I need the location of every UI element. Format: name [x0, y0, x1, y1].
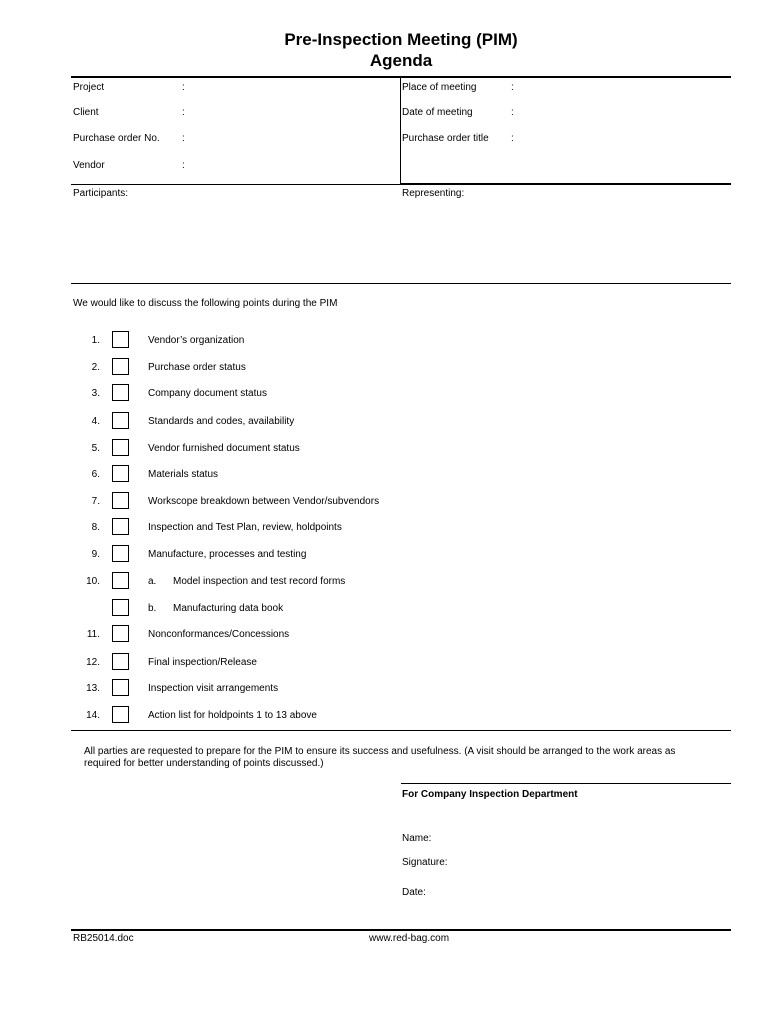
agenda-item: Action list for holdpoints 1 to 13 above: [148, 710, 317, 721]
agenda-number: 6.: [91, 469, 100, 480]
participants-bottom-rule: [71, 283, 731, 284]
purchase-order-title-colon: :: [511, 133, 514, 144]
agenda-checkbox[interactable]: [112, 384, 129, 401]
signoff-department: For Company Inspection Department: [402, 789, 578, 800]
project-label: Project: [73, 82, 105, 93]
agenda-number: 13.: [86, 683, 100, 694]
vendor-colon: :: [182, 160, 185, 171]
signoff-signature-label: Signature:: [402, 857, 448, 868]
place-of-meeting-label: Place of meeting: [402, 82, 477, 93]
agenda-checkbox[interactable]: [112, 599, 129, 616]
project-colon: :: [182, 82, 185, 93]
agenda-item: Inspection and Test Plan, review, holdpoints: [148, 522, 342, 533]
page-subtitle: Agenda: [369, 51, 433, 70]
agenda-sub-letter: b.: [148, 603, 157, 614]
agenda-checkbox[interactable]: [112, 412, 129, 429]
agenda-checkbox[interactable]: [112, 679, 129, 696]
agenda-checkbox[interactable]: [112, 492, 129, 509]
agenda-item: Manufacturing data book: [173, 603, 284, 614]
agenda-item: Materials status: [148, 469, 219, 480]
agenda-number: 3.: [91, 388, 100, 399]
agenda-number: 8.: [91, 522, 100, 533]
footer-website[interactable]: www.red-bag.com: [369, 933, 450, 944]
agenda-checkbox[interactable]: [112, 572, 129, 589]
agenda-checkbox[interactable]: [112, 625, 129, 642]
agenda-item: Model inspection and test record forms: [173, 576, 346, 587]
purchase-order-no-colon: :: [182, 133, 185, 144]
page-title: Pre-Inspection Meeting (PIM): [284, 30, 518, 49]
agenda-checkbox[interactable]: [112, 706, 129, 723]
agenda-item: Company document status: [148, 388, 267, 399]
agenda-checkbox[interactable]: [112, 518, 129, 535]
representing-label: Representing:: [402, 188, 465, 199]
purchase-order-title-label: Purchase order title: [402, 133, 489, 144]
date-of-meeting-colon: :: [511, 107, 514, 118]
header-column-divider: [400, 77, 401, 184]
signoff-top-rule: [401, 783, 731, 784]
agenda-number: 4.: [91, 416, 100, 427]
agenda-item: Final inspection/Release: [148, 657, 257, 668]
header-top-rule: [71, 76, 731, 78]
date-of-meeting-label: Date of meeting: [402, 107, 473, 118]
agenda-intro: We would like to discuss the following points during the PIM: [73, 298, 338, 309]
agenda-number: 9.: [91, 549, 100, 560]
agenda-item: Manufacture, processes and testing: [148, 549, 307, 560]
agenda-number: 5.: [91, 443, 100, 454]
closing-note: All parties are requested to prepare for the PIM to ensure its success and usefulness. (A visit should be arranged to the work areas as required for better understanding of points discussed.): [84, 746, 676, 769]
agenda-sub-letter: a.: [148, 576, 157, 587]
signoff-date-label: Date:: [402, 887, 426, 898]
agenda-item: Purchase order status: [148, 362, 246, 373]
agenda-item: Vendor’s organization: [148, 335, 245, 346]
footer-doc-id: RB25014.doc: [73, 933, 134, 944]
agenda-checkbox[interactable]: [112, 331, 129, 348]
place-of-meeting-colon: :: [511, 82, 514, 93]
agenda-checkbox[interactable]: [112, 358, 129, 375]
client-label: Client: [73, 107, 99, 118]
vendor-label: Vendor: [73, 160, 105, 171]
client-colon: :: [182, 107, 185, 118]
agenda-checkbox[interactable]: [112, 439, 129, 456]
agenda-number: 7.: [91, 496, 100, 507]
agenda-number: 11.: [86, 629, 100, 640]
agenda-bottom-rule: [71, 730, 731, 731]
agenda-number: 2.: [91, 362, 100, 373]
participants-label: Participants:: [73, 188, 129, 199]
agenda-item: Nonconformances/Concessions: [148, 629, 290, 640]
agenda-number: 14.: [86, 710, 100, 721]
footer-rule: [71, 929, 731, 931]
agenda-number: 1.: [91, 335, 100, 346]
agenda-item: Vendor furnished document status: [148, 443, 300, 454]
agenda-checkbox[interactable]: [112, 545, 129, 562]
agenda-number: 12.: [86, 657, 100, 668]
agenda-checkbox[interactable]: [112, 653, 129, 670]
participants-top-rule: [71, 184, 731, 185]
purchase-order-no-label: Purchase order No.: [73, 133, 160, 144]
agenda-number: 10.: [86, 576, 100, 587]
agenda-item: Workscope breakdown between Vendor/subvendors: [148, 496, 380, 507]
agenda-checkbox[interactable]: [112, 465, 129, 482]
signoff-name-label: Name:: [402, 833, 432, 844]
agenda-item: Standards and codes, availability: [148, 416, 295, 427]
agenda-item: Inspection visit arrangements: [148, 683, 279, 694]
